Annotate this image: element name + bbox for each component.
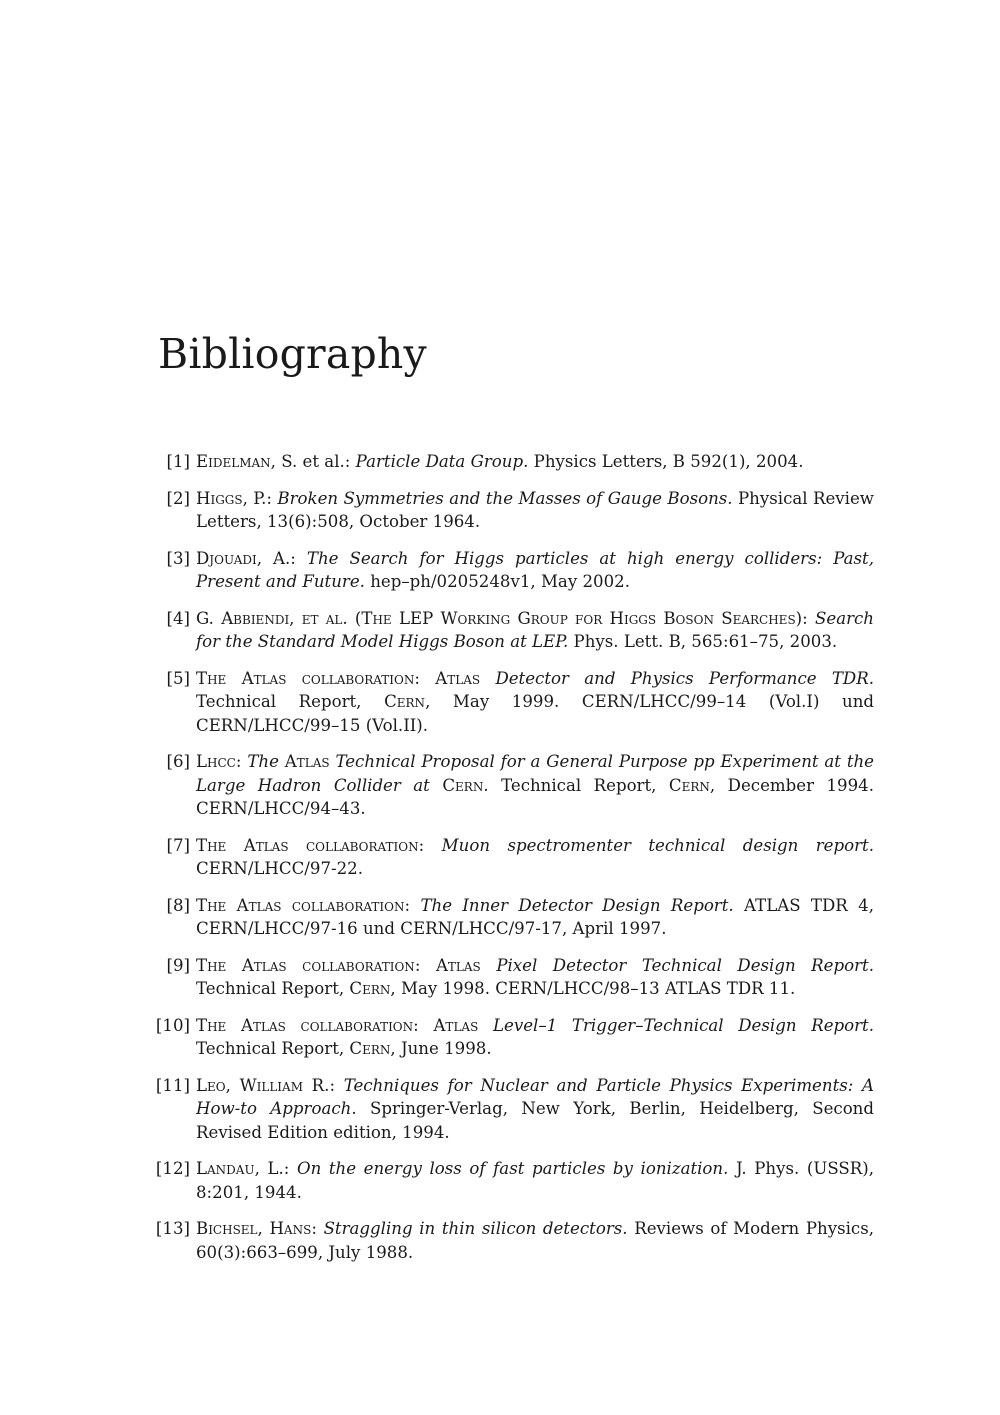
reference-title: Particle Data Group. <box>355 452 529 471</box>
reference-details-rest: , May 1998. CERN/LHCC/98–13 ATLAS TDR 11. <box>390 979 796 998</box>
reference-details-rest: , December 1994. CERN/LHCC/94–43. <box>196 775 874 818</box>
reference-details: Technical Report, <box>196 979 350 998</box>
reference-details: Reviews of Modern Physics, 60(3):663–699, July 1988. <box>196 1219 874 1262</box>
reference-author-suffix: et al.: <box>297 452 351 471</box>
reference-author: Lhcc <box>196 752 236 771</box>
reference-author-suffix: : <box>290 548 296 568</box>
reference-5 <box>150 667 874 738</box>
reference-author: The Atlas collaboration <box>196 835 419 855</box>
reference-details: J. Phys. (USSR), 8:201, 1944. <box>196 1159 875 1202</box>
reference-author-suffix: : <box>413 1015 419 1035</box>
reference-details: CERN/LHCC/97-22. <box>196 859 363 878</box>
reference-author-suffix: : <box>266 488 272 508</box>
reference-author-suffix: : <box>311 1219 317 1238</box>
reference-author-suffix: : <box>414 668 420 688</box>
reference-3 <box>150 547 874 594</box>
reference-title: The Search for Higgs particles at high energy colliders: Past, Present and Future. <box>196 548 874 591</box>
reference-details: hep–ph/0205248v1, May 2002. <box>370 572 630 591</box>
reference-details: Phys. Lett. B, 565:61–75, 2003. <box>573 632 838 651</box>
reference-author: The Atlas collaboration <box>196 955 415 975</box>
reference-title-part: . <box>483 775 489 795</box>
reference-number: [13] <box>155 1219 190 1238</box>
reference-author-suffix: : <box>418 835 425 855</box>
reference-details: Springer-Verlag, New York, Berlin, Heidelberg, Second Revised Edition edition, 1994. <box>196 1099 874 1142</box>
reference-number: [6] <box>166 752 190 771</box>
reference-details-org: Cern <box>668 775 710 795</box>
reference-title: Level–1 Trigger–Technical Design Report. <box>493 1015 874 1035</box>
reference-1 <box>150 450 874 474</box>
reference-8 <box>150 894 874 941</box>
reference-title-part: Atlas <box>284 752 330 771</box>
reference-details-org: Cern <box>349 979 391 998</box>
reference-title-part: Cern <box>442 775 484 795</box>
reference-7 <box>150 834 874 881</box>
reference-author-suffix: : <box>235 752 242 771</box>
reference-author: The Atlas collaboration <box>196 1015 414 1035</box>
reference-10 <box>150 1014 874 1061</box>
reference-number: [12] <box>155 1159 190 1178</box>
reference-pre-title: Atlas <box>433 1015 479 1035</box>
reference-title: Muon spectromenter technical design report. <box>441 835 874 855</box>
reference-author: Higgs, P. <box>196 488 267 508</box>
reference-author: Landau, L. <box>196 1159 284 1178</box>
reference-4 <box>150 607 874 654</box>
reference-11 <box>150 1074 874 1145</box>
reference-6 <box>150 750 874 821</box>
reference-title-part: The <box>247 752 285 771</box>
reference-number: [11] <box>155 1075 190 1095</box>
reference-details: ATLAS TDR 4, CERN/LHCC/97-16 und CERN/LHCC/97-17, April 1997. <box>196 895 874 938</box>
reference-author: Leo, William R. <box>196 1075 330 1095</box>
reference-12 <box>150 1157 874 1204</box>
reference-details: Technical Report, <box>196 1039 350 1058</box>
reference-details: Technical Report, <box>501 775 669 795</box>
reference-number: [9] <box>166 955 190 975</box>
reference-number: [5] <box>166 668 190 688</box>
reference-details-org: Cern <box>349 1039 391 1058</box>
reference-pre-title: Atlas <box>435 955 481 975</box>
reference-number: [8] <box>166 895 190 915</box>
reference-number: [3] <box>166 548 190 568</box>
reference-title: Detector and Physics Performance TDR. <box>495 668 875 688</box>
reference-title: Search for the Standard Model Higgs Boson at LEP. <box>196 608 874 651</box>
reference-details: Physical Review Letters, 13(6):508, October 1964. <box>196 488 875 531</box>
reference-title-part: Technical Proposal for a General Purpose pp Experiment at the Large Hadron Collider at <box>196 752 875 795</box>
reference-details: Physics Letters, B 592(1), 2004. <box>533 452 804 471</box>
reference-author: Bichsel, Hans <box>196 1219 312 1238</box>
reference-details-org: Cern <box>384 692 426 711</box>
reference-9 <box>150 954 874 1001</box>
reference-2 <box>150 487 874 534</box>
reference-details-rest: , June 1998. <box>390 1039 492 1058</box>
reference-number: [4] <box>166 608 190 628</box>
reference-author: G. Abbiendi, et al. <box>196 608 348 628</box>
reference-details: Technical Report, <box>196 692 385 711</box>
reference-pre-title: Atlas <box>435 668 481 688</box>
reference-title: Pixel Detector Technical Design Report. <box>496 955 874 975</box>
reference-number: [1] <box>166 452 190 471</box>
page-title: Bibliography <box>158 330 427 378</box>
reference-author-suffix: : <box>404 895 411 915</box>
reference-title: Techniques for Nuclear and Particle Physics Experiments: A How-to Approach. <box>196 1075 874 1118</box>
reference-author-suffix: : <box>414 955 421 975</box>
reference-title: Straggling in thin silicon detectors. <box>323 1219 628 1238</box>
reference-author-suffix: : <box>329 1075 336 1095</box>
reference-author: Eidelman, S. <box>196 452 298 471</box>
reference-number: [2] <box>166 488 190 508</box>
reference-title: Broken Symmetries and the Masses of Gauge Bosons. <box>277 488 733 508</box>
reference-author-suffix: (The LEP Working Group for Higgs Boson Searches): <box>347 608 808 628</box>
reference-number: [7] <box>166 835 190 855</box>
bibliography-list <box>150 450 874 1277</box>
reference-details-rest: , May 1999. CERN/LHCC/99–14 (Vol.I) und CERN/LHCC/99–15 (Vol.II). <box>196 692 875 735</box>
reference-title: On the energy loss of fast particles by ionization. <box>296 1159 729 1178</box>
reference-author: The Atlas collaboration <box>196 895 405 915</box>
reference-author: The Atlas collaboration <box>196 668 415 688</box>
reference-number: [10] <box>155 1015 190 1035</box>
reference-title: The Inner Detector Design Report. <box>420 895 734 915</box>
reference-author-suffix: : <box>283 1159 290 1178</box>
reference-author: Djouadi, A. <box>196 548 291 568</box>
reference-13 <box>150 1217 874 1264</box>
